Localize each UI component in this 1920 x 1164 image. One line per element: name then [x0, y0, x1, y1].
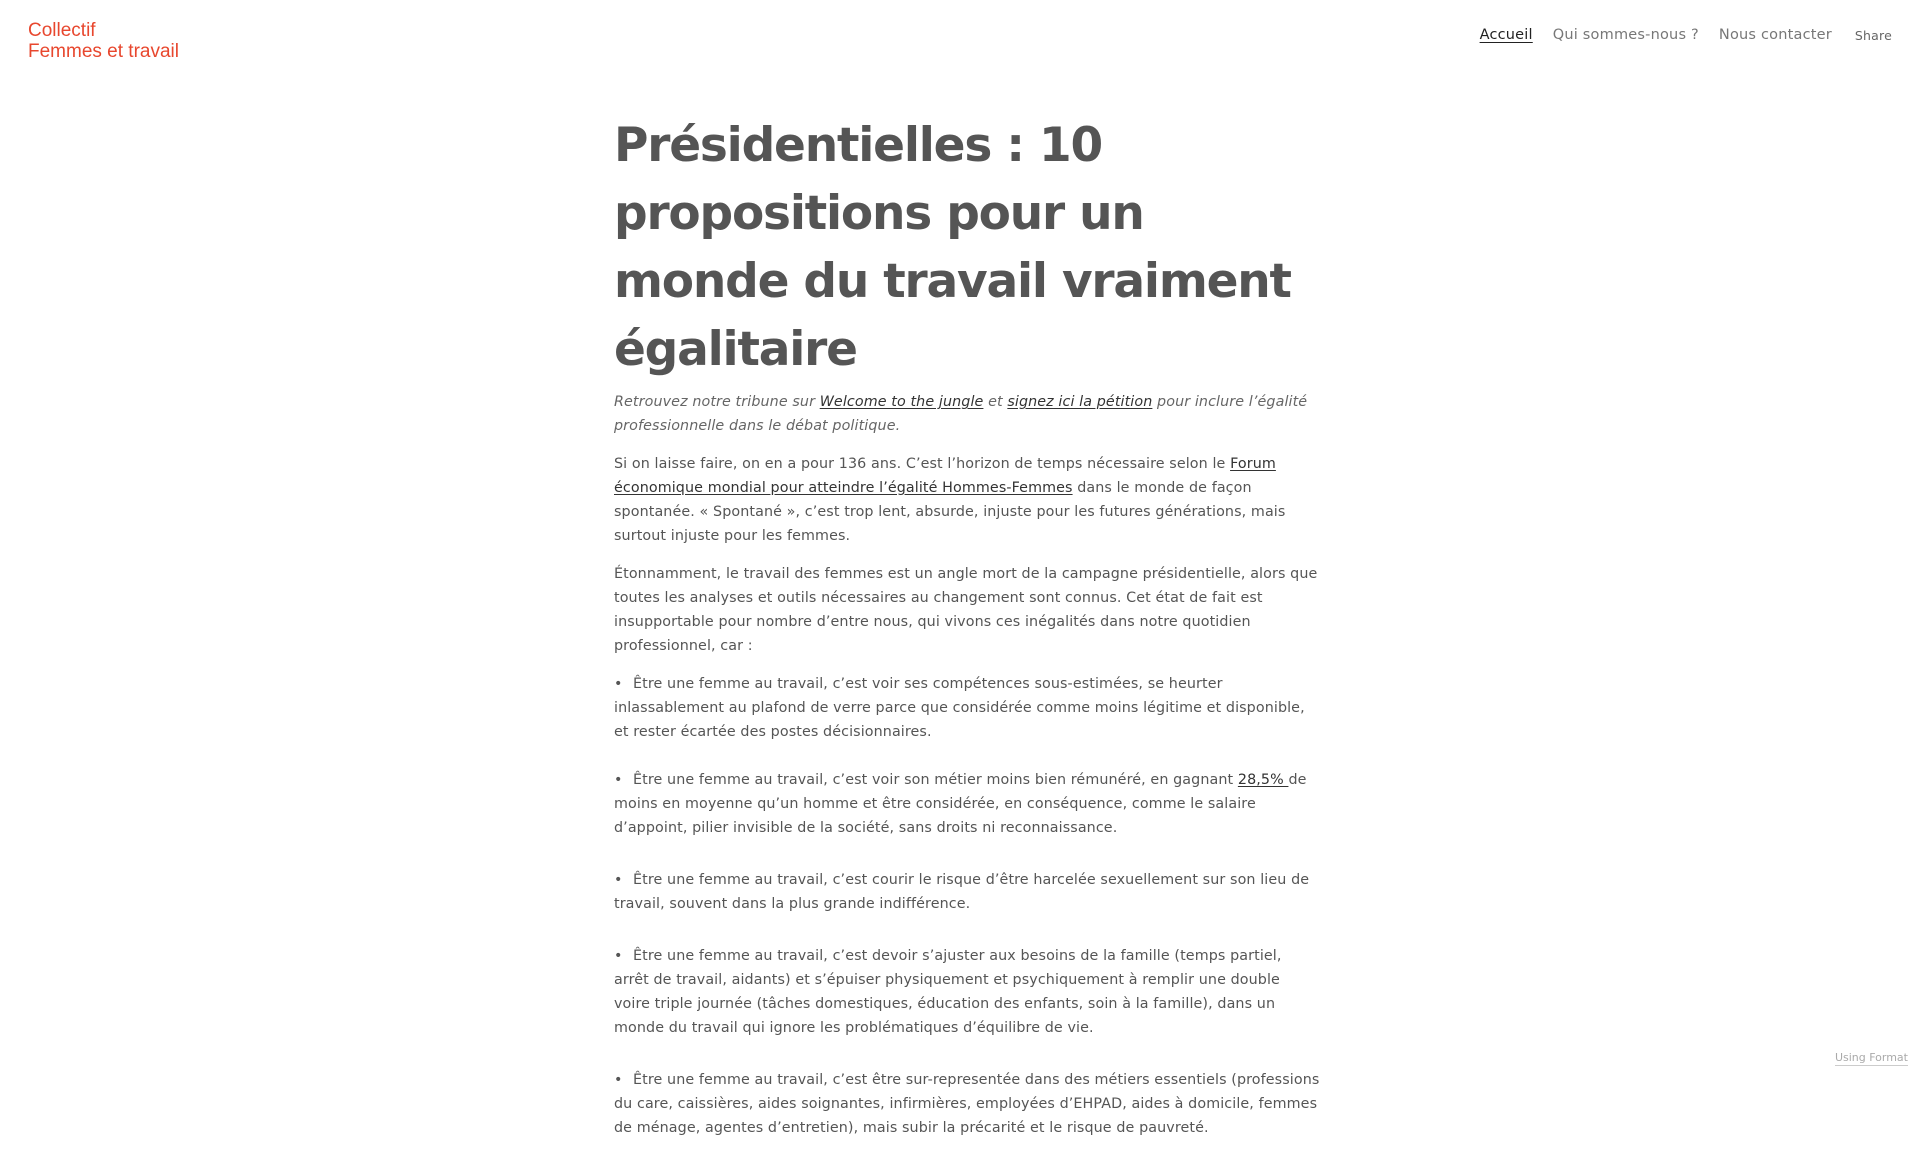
article: [614, 112, 1320, 1164]
site-title-line2: Femmes et travail: [28, 41, 179, 62]
bullet2-text-2: de moins en moyenne qu’un homme et être considérée, en conséquence, comme le salaire d’appoint, pilier invisible de la société, sans droits ni reconnaissance.: [614, 772, 1307, 836]
list-item: • Être une femme au travail, c’est être sur-representée dans des métiers essentiels (professions du care, caissières, aides soignantes, infirmières, employées d’EHPAD, aides à domicile, femmes de ménage, agentes d’entretien), mais subir la précarité et le risque de pauvreté.: [614, 1068, 1320, 1140]
pay-gap-link[interactable]: 28,5%: [1237, 772, 1289, 788]
para1-text-2: dans le monde de façon spontanée. « Spontané », c’est trop lent, absurde, injuste pour les futures générations, mais surtout injuste pour les femmes.: [614, 480, 1286, 544]
main-nav: [1460, 27, 1892, 43]
bullet2-text-1: Être une femme au travail, c’est voir son métier moins bien rémunéré, en gagnant: [633, 772, 1238, 788]
para1-text-1: Si on laisse faire, on en a pour 136 ans. C’est l’horizon de temps nécessaire selon le: [614, 456, 1231, 472]
paragraph-2: Étonnamment, le travail des femmes est un angle mort de la campagne présidentielle, alors que toutes les analyses et outils nécessaires au changement sont connus. Cet état de fait est insupportable pour nombre d’entre nous, qui vivons ces inégalités dans notre quotidien professionnel, car :: [614, 566, 1318, 654]
article-intro: [614, 390, 1320, 438]
using-format-badge[interactable]: Using Format: [1834, 1051, 1908, 1064]
list-item: • Être une femme au travail, c’est devoir s’ajuster aux besoins de la famille (temps partiel, arrêt de travail, aidants) et s’épuiser physiquement et psychiquement à remplir une double voire triple journée (tâches domestiques, éducation des enfants, soin à la famille), dans un monde du travail qui ignore les problématiques d’équilibre de vie.: [614, 944, 1320, 1040]
nav-home-link[interactable]: Accueil: [1479, 27, 1533, 43]
welcome-jungle-link[interactable]: Welcome to the jungle: [819, 394, 984, 410]
nav-contact-link[interactable]: Nous contacter: [1718, 27, 1832, 43]
list-item: • Être une femme au travail, c’est courir le risque d’être harcelée sexuellement sur son lieu de travail, souvent dans la plus grande indifférence.: [614, 868, 1320, 916]
list-item: • Être une femme au travail, c’est voir ses compétences sous-estimées, se heurter inlassablement au plafond de verre parce que considérée comme moins légitime et disponible, et rester écartée des postes décisionnaires.: [614, 672, 1320, 744]
paragraph-1: [614, 452, 1320, 548]
bullet-list: [614, 672, 1320, 1140]
intro-text-3: pour inclure l’égalité professionnelle dans le débat politique.: [614, 394, 1308, 434]
site-title-link[interactable]: [28, 20, 179, 62]
article-title: Présidentielles : 10 propositions pour un monde du travail vraiment égalitaire: [614, 118, 1291, 377]
forum-economique-link[interactable]: Forum économique mondial pour atteindre l’égalité Hommes-Femmes: [614, 456, 1276, 496]
site-title-line1: Collectif: [28, 20, 96, 41]
intro-text-1: Retrouvez notre tribune sur: [614, 394, 820, 410]
intro-text-2: et: [983, 394, 1008, 410]
petition-link[interactable]: signez ici la pétition: [1007, 394, 1153, 410]
nav-about-link[interactable]: Qui sommes-nous ?: [1552, 27, 1699, 43]
share-button[interactable]: Share: [1854, 27, 1892, 43]
list-item: [614, 768, 1320, 840]
